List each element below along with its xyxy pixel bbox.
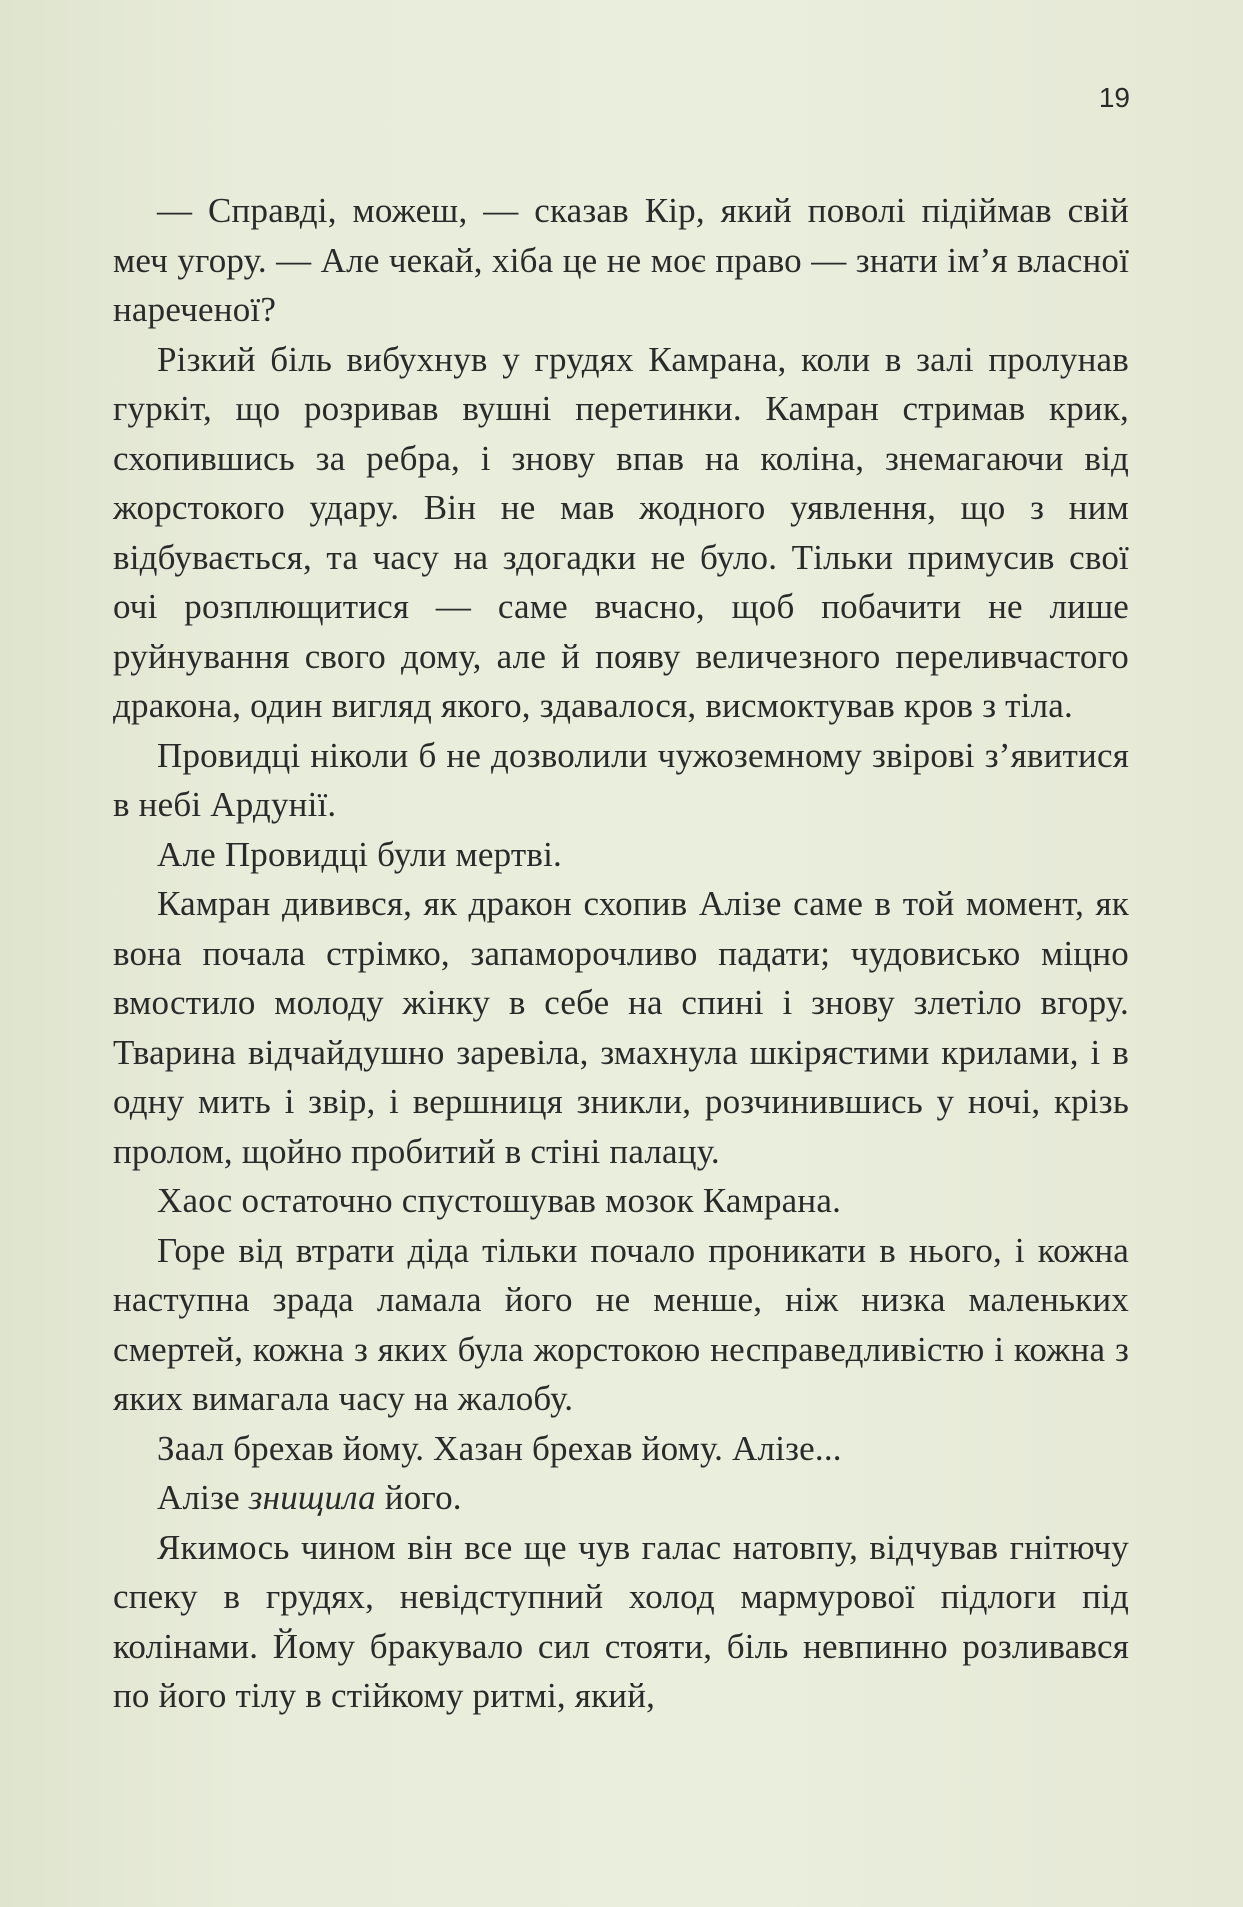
paragraph: Якимось чином він все ще чув галас натовпу, відчував гнітючу спеку в грудях, невідступний холод мармурової підлоги під колінами. Йому бракувало сил стояти, біль невпинно розливався по його тілу в стійкому ритмі, який, [113,1527,1129,1715]
paragraph: Камран дивився, як дракон схопив Алізе саме в той момент, як вона почала стрімко, запаморочливо падати; чудовисько міцно вмостило молоду жінку в себе на спині і знову злетіло вгору. Тварина відчайдушно заревіла, змахнула шкірястими крилами, і в одну мить і звір, і вершниця зникли, розчинившись у ночі, крізь пролом, щойно пробитий в стіні палацу. [113,884,1129,1171]
body-text [113,186,1129,1721]
paragraph-with-italic [113,1473,1129,1523]
paragraph: Різкий біль вибухнув у грудях Камрана, коли в залі пролунав гуркіт, що розривав вушні перетинки. Камран стримав крик, схопившись за ребра, і знову впав на коліна, знемагаючи від жорстокого удару. Він не мав жодного уявлення, що з ним відбувається, та часу на здогадки не було. Тільки примусив свої очі розплющитися — саме вчасно, щоб побачити не лише руйнування свого дому, але й появу величезного переливчастого дракона, один вигляд якого, здавалося, висмоктував кров з тіла. [113,339,1129,725]
paragraph: Хаос остаточно спустошував мозок Камрана. [157,1181,842,1220]
paragraph: Але Провидці були мертві. [157,834,562,874]
text-run: його. [375,1478,462,1517]
paragraph: — Справді, можеш, — сказав Кір, який поволі підіймав свій меч угору. — Але чекай, хіба це не моє право — знати ім’я власної нареченої? [113,191,1129,329]
italic-word: знищила [248,1478,376,1517]
paragraph: Заал брехав йому. Хазан брехав йому. Алізе... [157,1428,842,1468]
paragraph: Провидці ніколи б не дозволили чужоземному звірові з’явитися в небі Ардунії. [113,735,1129,824]
paragraph: Горе від втрати діда тільки почало проникати в нього, і кожна наступна зрада ламала його не менше, ніж низка маленьких смертей, кожна з яких була жорстокою несправедливістю і кожна з яких вимагала часу на жалобу. [113,1230,1129,1418]
text-run: Алізе [157,1478,249,1517]
page-number: 19 [1098,82,1130,113]
